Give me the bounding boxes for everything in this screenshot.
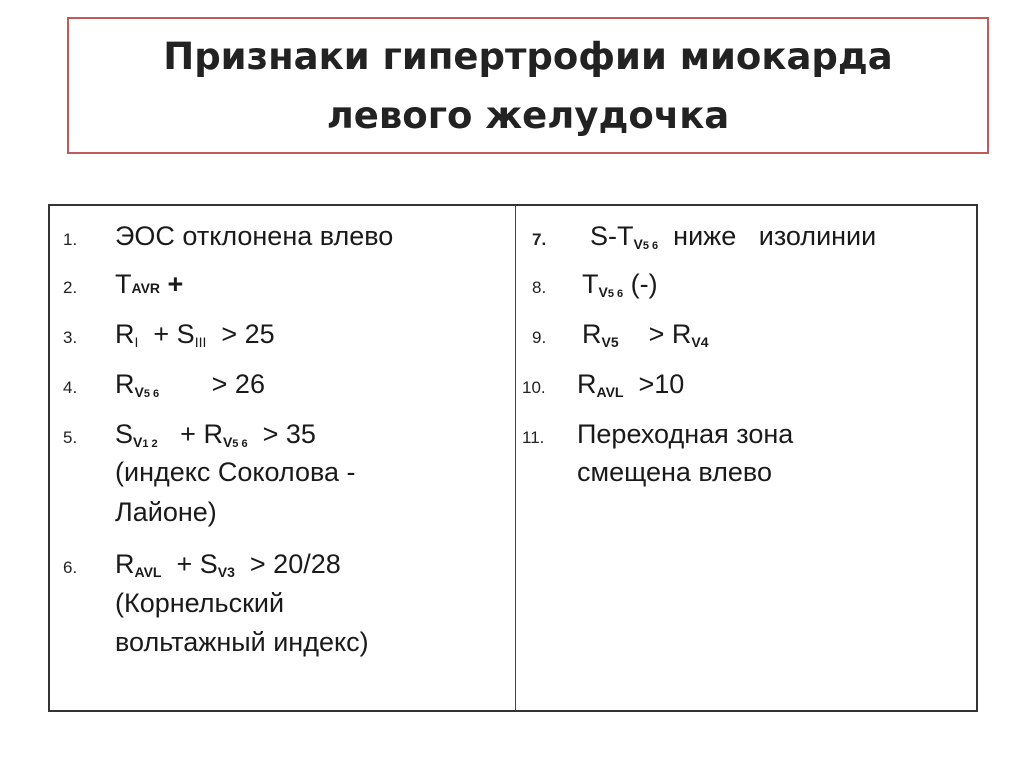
list-item-6-line-3: вольтажный индекс): [115, 627, 369, 657]
symbol: R: [115, 549, 135, 579]
list-item-7: [590, 218, 876, 254]
list-item-10: [577, 366, 684, 402]
subscript: V: [222, 434, 233, 450]
item-number: 10.: [522, 378, 546, 397]
subscript: AVR: [131, 280, 161, 296]
subscript: AVL: [596, 384, 624, 400]
symbol: R: [582, 319, 602, 349]
list-item-9: [582, 316, 709, 352]
value: > 26: [211, 369, 265, 399]
subscript: V: [133, 434, 143, 450]
value: ниже изолинии: [673, 221, 877, 251]
list-item-11-line-2: смещена влево: [577, 457, 772, 487]
subscript: V: [633, 236, 643, 252]
list-item-3: [115, 316, 275, 352]
value: >10: [638, 369, 685, 399]
column-divider: [515, 206, 516, 710]
item-number: 9.: [532, 328, 547, 347]
subscript: III: [194, 334, 207, 350]
symbol: S: [115, 419, 134, 449]
list-item-5: [115, 416, 316, 452]
subscript: 5 6: [607, 288, 624, 300]
subscript: AVL: [134, 564, 162, 580]
subscript: V3: [217, 564, 235, 580]
item-number: 7.: [532, 230, 547, 249]
symbol: S-T: [590, 221, 634, 251]
list-item-6-line-2: (Корнельский: [115, 588, 285, 618]
symbol: R: [577, 369, 597, 399]
list-item-6: [115, 546, 341, 582]
list-item-5-line-2: (индекс Соколова -: [115, 457, 356, 487]
symbol: T: [115, 269, 132, 299]
title-line-2: левого желудочка: [326, 93, 730, 137]
symbol: > R: [648, 319, 692, 349]
item-number: 8.: [532, 278, 547, 297]
item-number: 6.: [63, 558, 78, 577]
item-number: 1.: [63, 230, 78, 249]
item-number: 2.: [63, 278, 78, 297]
value: (-): [630, 269, 658, 299]
subscript: V: [134, 384, 144, 400]
subscript: 1 2: [142, 438, 158, 450]
list-item-8: [582, 266, 658, 302]
symbol: + R: [180, 419, 223, 449]
list-item-2: [115, 266, 183, 306]
symbol: R: [115, 369, 135, 399]
subscript: 5 6: [232, 438, 248, 450]
value: > 25: [221, 319, 275, 349]
subscript: V5: [601, 334, 619, 350]
subscript: 5 6: [143, 388, 160, 400]
symbol: R: [115, 319, 135, 349]
item-number: 4.: [63, 378, 78, 397]
value: > 35: [262, 419, 316, 449]
subscript: I: [134, 334, 139, 350]
title-line-1: Признаки гипертрофии миокарда: [163, 34, 893, 78]
list-item-1: ЭОС отклонена влево: [115, 221, 394, 251]
title-box: [67, 17, 989, 154]
symbol: +: [167, 269, 184, 299]
symbol: T: [582, 269, 599, 299]
list-item-4: [115, 366, 265, 402]
subscript: V: [598, 284, 608, 300]
item-number: 3.: [63, 328, 78, 347]
list-item-11: Переходная зона: [577, 419, 794, 449]
symbol: + S: [153, 319, 195, 349]
list-item-5-line-3: Лайоне): [115, 497, 217, 527]
item-number: 11.: [522, 428, 545, 447]
subscript: 5 6: [642, 240, 659, 252]
symbol: + S: [176, 549, 218, 579]
subscript: V4: [691, 334, 709, 350]
criteria-table: [48, 204, 978, 712]
value: > 20/28: [249, 549, 341, 579]
item-number: 5.: [63, 428, 78, 447]
